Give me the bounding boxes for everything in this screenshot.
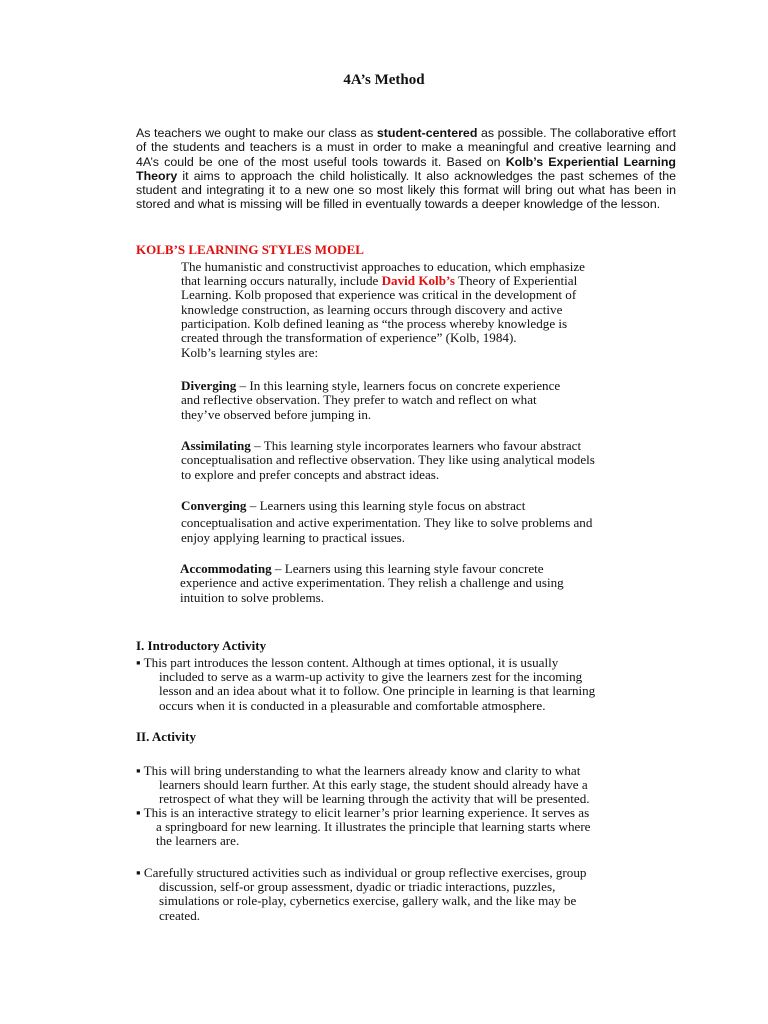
section-introductory-activity-heading: I. Introductory Activity (136, 638, 267, 653)
list-item: ▪ Carefully structured activities such as individual or group reflective exercises, group discussion, self-or group assessment, dyadic or triadic interactions, puzzles, simulations or role-play, cybernetics exercise, gallery walk, and the like may be created. (136, 865, 587, 923)
list-item: ▪ This part introduces the lesson content. Although at times optional, it is usually included to serve as a warm-up activity to give the learners zest for the incoming lesson and an idea about what it to follow. One principle in learning is that learning occurs when it is conducted in a pleasurable and comfortable atmosphere. (136, 655, 596, 713)
kolb-paragraph: The humanistic and constructivist approaches to education, which emphasize that learning occurs naturally, include David Kolb’s Theory of Experiential Learning. Kolb proposed that experience was critical in the development of knowledge construction, as learning occurs through discovery and active participation. Kolb defined leaning as “the process whereby knowledge is created through the transformation of experience” (Kolb, 1984). (181, 259, 585, 346)
styles-lead-text: Kolb’s learning styles are: (181, 345, 319, 360)
section-activity-heading: II. Activity (136, 729, 196, 744)
list-item: ▪ This is an interactive strategy to elicit learner’s prior learning experience. It serves as a springboard for new learning. It illustrates the principle that learning starts where the learners are. (136, 805, 591, 849)
style-assimilating: Assimilating – This learning style incorporates learners who favour abstract conceptualisation and reflective observation. They like using analytical models to explore and prefer concepts and abstract ideas. (181, 438, 595, 482)
intro-paragraph: As teachers we ought to make our class as student-centered as possible. The collaborative effort of the students and teachers is a must in order to make a meaningful and creative learning and 4A’s could be one of the most useful tools towards it. Based on Kolb’s Experiential Learning Theory it aims to approach the child holistically. It also acknowledges the past schemes of the student and integrating it to a new one so most likely this format will bring out what has been in stored and what is missing will be filled in eventually towards a deeper knowledge of the lesson. (136, 126, 676, 212)
style-accommodating: Accommodating – Learners using this learning style favour concrete experience and active experimentation. They relish a challenge and using intuition to solve problems. (180, 561, 564, 605)
page-title: 4A’s Method (343, 72, 425, 88)
style-diverging: Diverging – In this learning style, learners focus on concrete experience and reflective observation. They prefer to watch and reflect on what they’ve observed before jumping in. (181, 378, 561, 422)
list-item: ▪ This will bring understanding to what the learners already know and clarity to what learners should learn further. At this early stage, the student should already have a retrospect of what they will be learning through the activity that will be presented. (136, 763, 590, 807)
style-converging: Converging – Learners using this learning style focus on abstract conceptualisation and active experimentation. They like to solve problems and enjoy applying learning to practical issues. (181, 498, 593, 545)
david-kolb-highlight: David Kolb’s (381, 273, 455, 289)
kolb-section-heading: KOLB’S LEARNING STYLES MODEL (136, 242, 364, 257)
